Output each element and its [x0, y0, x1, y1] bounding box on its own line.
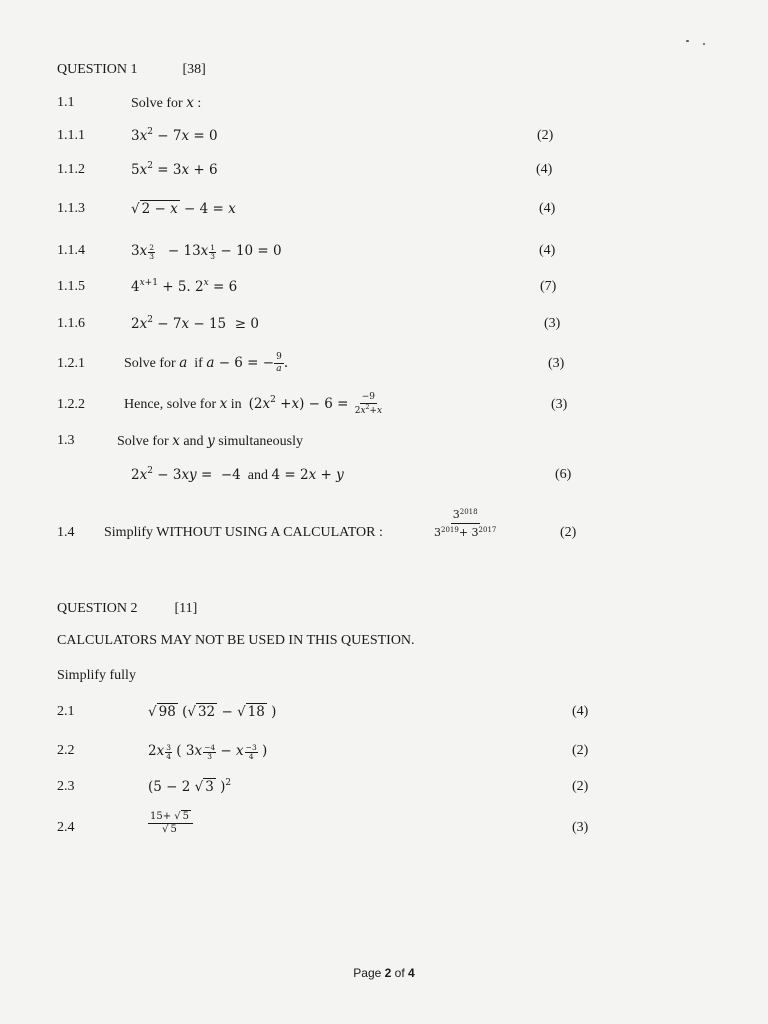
item-num: 1.1.5	[57, 279, 85, 294]
mark-1-2-1: (3)	[548, 356, 565, 371]
equation-1-1-4: 3x $\frac{2}{3}$ − 13x $\frac{1}{3}$ − 10 = 0	[131, 243, 282, 261]
item-num: 1.2.2	[57, 397, 85, 412]
expression-1-4: $\frac{3^{2018}}{3^{2019}+ 3^{2017}}$	[434, 508, 497, 539]
item-num: 2.3	[57, 779, 75, 794]
equation-1-1-6: $2x^2 - 7x - 15 \ge 0$	[131, 315, 259, 332]
item-num: 1.1.4	[57, 243, 85, 258]
equation-1-1-5: $4^{x+1} + 5$. $2^x = 6$	[131, 278, 238, 295]
item-num: 1.1.2	[57, 162, 85, 177]
mark-2-3: (2)	[572, 779, 589, 794]
mark-1-3: (6)	[555, 467, 572, 482]
mark-2-1: (4)	[572, 704, 589, 719]
page-number: Page 2 of 4	[353, 966, 415, 980]
expression-2-1: √ 98 (√ 32 − √ 18 )	[148, 704, 277, 720]
item-num: 1.1.6	[57, 316, 85, 331]
mark-1-1-3: (4)	[539, 201, 556, 216]
question-2-instruction: CALCULATORS MAY NOT BE USED IN THIS QUESTION.	[57, 633, 415, 648]
item-1-3-text: Solve for x and y simultaneously	[117, 433, 303, 449]
item-num: 1.1.3	[57, 201, 85, 216]
equation-1-1-2: $5x^2 = 3x + 6$	[131, 161, 218, 178]
question-2-heading: QUESTION 2 [11]	[57, 601, 198, 616]
item-1-4-text: Simplify WITHOUT USING A CALCULATOR :	[104, 525, 383, 540]
equation-1-1-1: $3x^2 - 7x = 0$	[131, 127, 218, 144]
mark-1-1-1: (2)	[537, 128, 554, 143]
question-2-subheading: Simplify fully	[57, 668, 136, 683]
item-num: 1.3	[57, 433, 75, 448]
scan-speck	[703, 43, 705, 45]
item-1-2-1-text: Solve for a if a − 6 = − $\frac{9}{a}$ .	[124, 352, 289, 374]
mark-1-1-4: (4)	[539, 243, 556, 258]
item-num: 1.4	[57, 525, 75, 540]
scan-speck	[686, 40, 689, 42]
expression-2-2: 2x $\frac{3}{4}$ ( 3x $\frac{-4}{3}$ − x $\frac{-3}{4}$ )	[148, 743, 268, 761]
equation-1-1-3: √ 2 − x − 4 = x	[131, 201, 236, 217]
item-num: 1.2.1	[57, 356, 85, 371]
equation-1-3: $2x^2 - 3xy = -4$ and 4 = 2x + y	[131, 466, 344, 483]
mark-1-2-2: (3)	[551, 397, 568, 412]
question-1-total: [38]	[182, 62, 206, 77]
question-1-heading: QUESTION 1 [38]	[57, 62, 206, 77]
item-num: 2.4	[57, 820, 75, 835]
item-num: 2.2	[57, 743, 75, 758]
item-1-1-text: Solve for x :	[131, 95, 202, 111]
question-2-total: [11]	[174, 601, 198, 616]
mark-1-1-6: (3)	[544, 316, 561, 331]
item-num: 2.1	[57, 704, 75, 719]
item-num: 1.1	[57, 95, 75, 110]
item-1-2-2-text: Hence, solve for x in $(2x^2 +x) - 6$ = $\frac{-9}{2x^2+x}$	[124, 392, 383, 416]
mark-1-1-2: (4)	[536, 162, 553, 177]
expression-2-4: $\frac{15+ √ 5}{√ 5}$	[148, 812, 193, 835]
mark-2-4: (3)	[572, 820, 589, 835]
mark-1-4: (2)	[560, 525, 577, 540]
item-num: 1.1.1	[57, 128, 85, 143]
mark-1-1-5: (7)	[540, 279, 557, 294]
mark-2-2: (2)	[572, 743, 589, 758]
expression-2-3: (5 − 2 √ 3 )$^2$	[148, 778, 232, 795]
